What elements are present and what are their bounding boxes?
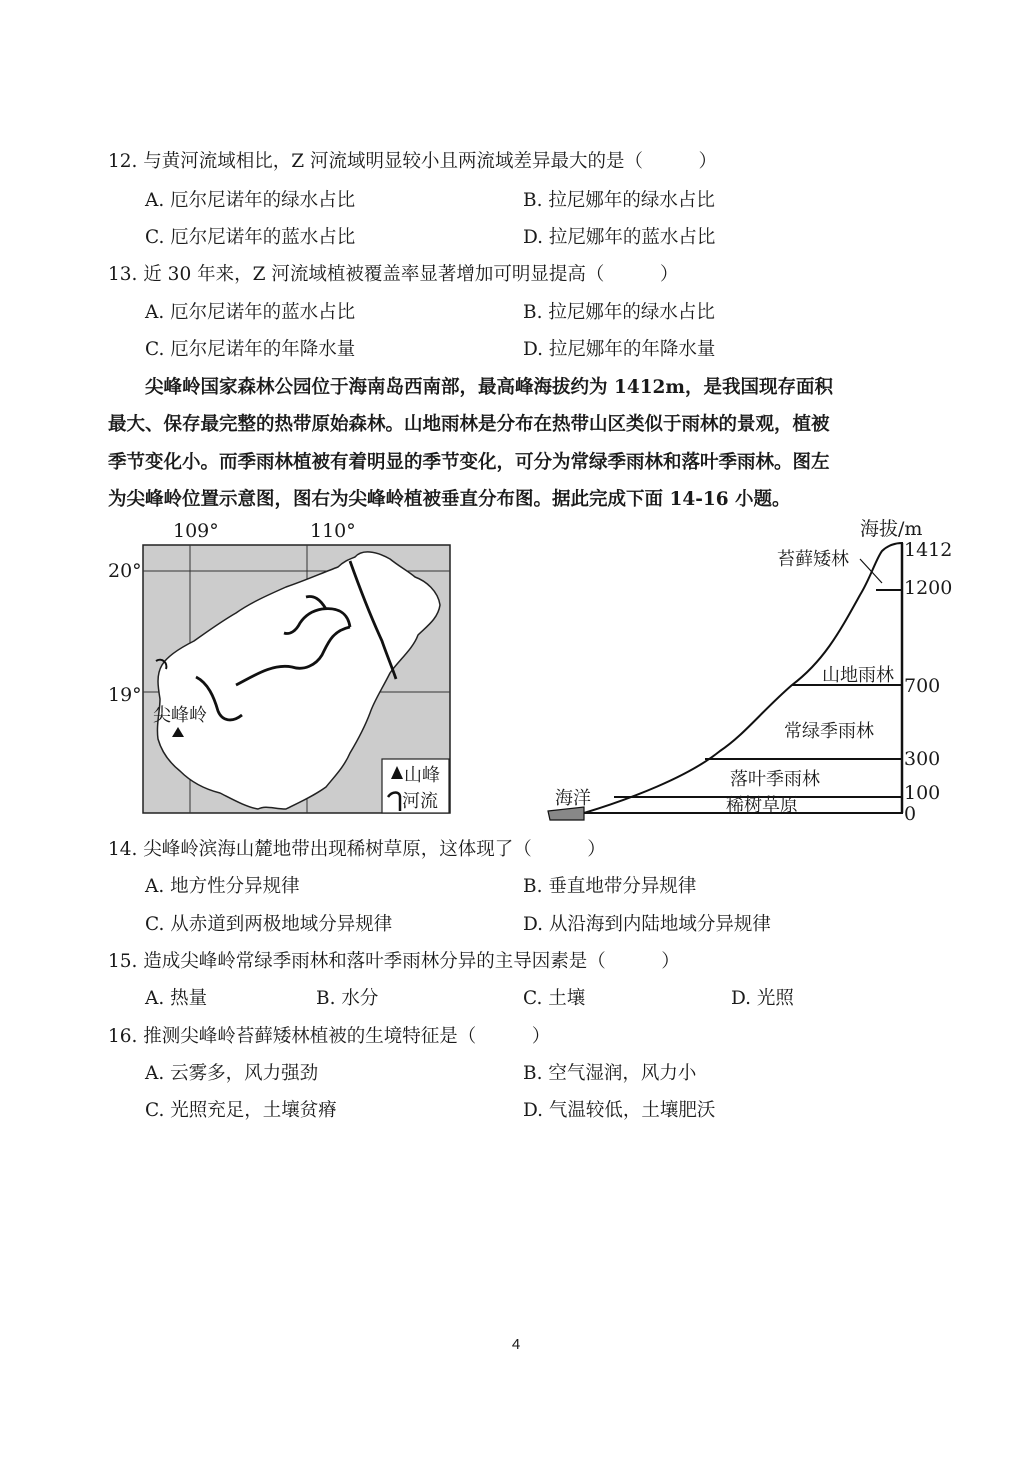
question-13-option-d[interactable]: D. 拉尼娜年的年降水量 [523, 339, 716, 360]
question-16-stem: 16. 推测尖峰岭苔藓矮林植被的生境特征是（ ） [108, 1026, 551, 1047]
ocean-label: 海洋 [555, 788, 591, 809]
question-14-option-c[interactable]: C. 从赤道到两极地域分异规律 [145, 914, 393, 935]
question-13-option-b[interactable]: B. 拉尼娜年的绿水占比 [523, 302, 715, 323]
ocean-shape [548, 807, 584, 820]
zone-deciduous-monsoon-forest: 落叶季雨林 [730, 769, 820, 790]
question-12-option-a[interactable]: A. 厄尔尼诺年的绿水占比 [145, 190, 356, 211]
legend-peak-label: 山峰 [404, 765, 440, 786]
question-16-option-b[interactable]: B. 空气湿润，风力小 [523, 1063, 697, 1084]
question-12-option-c[interactable]: C. 厄尔尼诺年的蓝水占比 [145, 227, 356, 248]
map-lon-label-110: 110° [310, 520, 356, 542]
page-number: 4 [511, 1336, 521, 1353]
question-14-option-a[interactable]: A. 地方性分异规律 [145, 876, 300, 897]
map-lat-label-20: 20° [108, 560, 142, 582]
question-16-option-a[interactable]: A. 云雾多，风力强劲 [145, 1063, 319, 1084]
zone-evergreen-monsoon-forest: 常绿季雨林 [784, 721, 874, 742]
question-15-option-a[interactable]: A. 热量 [145, 988, 208, 1009]
question-12-option-d[interactable]: D. 拉尼娜年的蓝水占比 [523, 227, 716, 248]
zone-savanna: 稀树草原 [726, 795, 798, 816]
tick-700: 700 [904, 675, 941, 697]
map-peak-label: 尖峰岭 [153, 705, 207, 726]
zone-moss-dwarf-forest: 苔藓矮林 [777, 549, 849, 570]
question-12-option-b[interactable]: B. 拉尼娜年的绿水占比 [523, 190, 715, 211]
question-15-stem: 15. 造成尖峰岭常绿季雨林和落叶季雨林分异的主导因素是（ ） [108, 951, 680, 972]
question-13-option-c[interactable]: C. 厄尔尼诺年的年降水量 [145, 339, 356, 360]
vegetation-profile [540, 515, 960, 825]
passage-line-2: 最大、保存最完整的热带原始森林。山地雨林是分布在热带山区类似于雨林的景观，植被 [108, 414, 830, 435]
zone-montane-rainforest: 山地雨林 [822, 665, 894, 686]
tick-100: 100 [904, 782, 941, 804]
question-16-option-d[interactable]: D. 气温较低，土壤肥沃 [523, 1100, 716, 1121]
question-12-stem: 12. 与黄河流域相比，Z 河流域明显较小且两流域差异最大的是（ ） [108, 151, 718, 172]
legend-river-label: 河流 [402, 791, 438, 812]
tick-0: 0 [904, 803, 917, 825]
question-14-option-b[interactable]: B. 垂直地带分异规律 [523, 876, 697, 897]
tick-300: 300 [904, 748, 941, 770]
tick-1200: 1200 [904, 577, 953, 599]
question-13-stem: 13. 近 30 年来，Z 河流域植被覆盖率显著增加可明显提高（ ） [108, 264, 679, 285]
passage-line-1: 尖峰岭国家森林公园位于海南岛西南部，最高峰海拔约为 1412m，是我国现存面积 [108, 377, 834, 398]
question-14-option-d[interactable]: D. 从沿海到内陆地域分异规律 [523, 914, 771, 935]
location-map [100, 515, 460, 820]
passage-line-3: 季节变化小。而季雨林植被有着明显的季节变化，可分为常绿季雨林和落叶季雨林。图左 [108, 452, 830, 473]
question-16-option-c[interactable]: C. 光照充足，土壤贫瘠 [145, 1100, 337, 1121]
tick-1412: 1412 [904, 539, 953, 561]
question-13-option-a[interactable]: A. 厄尔尼诺年的蓝水占比 [145, 302, 356, 323]
question-15-option-b[interactable]: B. 水分 [316, 988, 379, 1009]
question-14-stem: 14. 尖峰岭滨海山麓地带出现稀树草原，这体现了（ ） [108, 839, 606, 860]
map-lat-label-19: 19° [108, 684, 142, 706]
map-lon-label-109: 109° [173, 520, 219, 542]
question-15-option-d[interactable]: D. 光照 [731, 988, 794, 1009]
profile-axis-title: 海拔/m [860, 518, 923, 540]
question-15-option-c[interactable]: C. 土壤 [523, 988, 586, 1009]
passage-line-4: 为尖峰岭位置示意图，图右为尖峰岭植被垂直分布图。据此完成下面 14-16 小题。 [108, 489, 791, 510]
